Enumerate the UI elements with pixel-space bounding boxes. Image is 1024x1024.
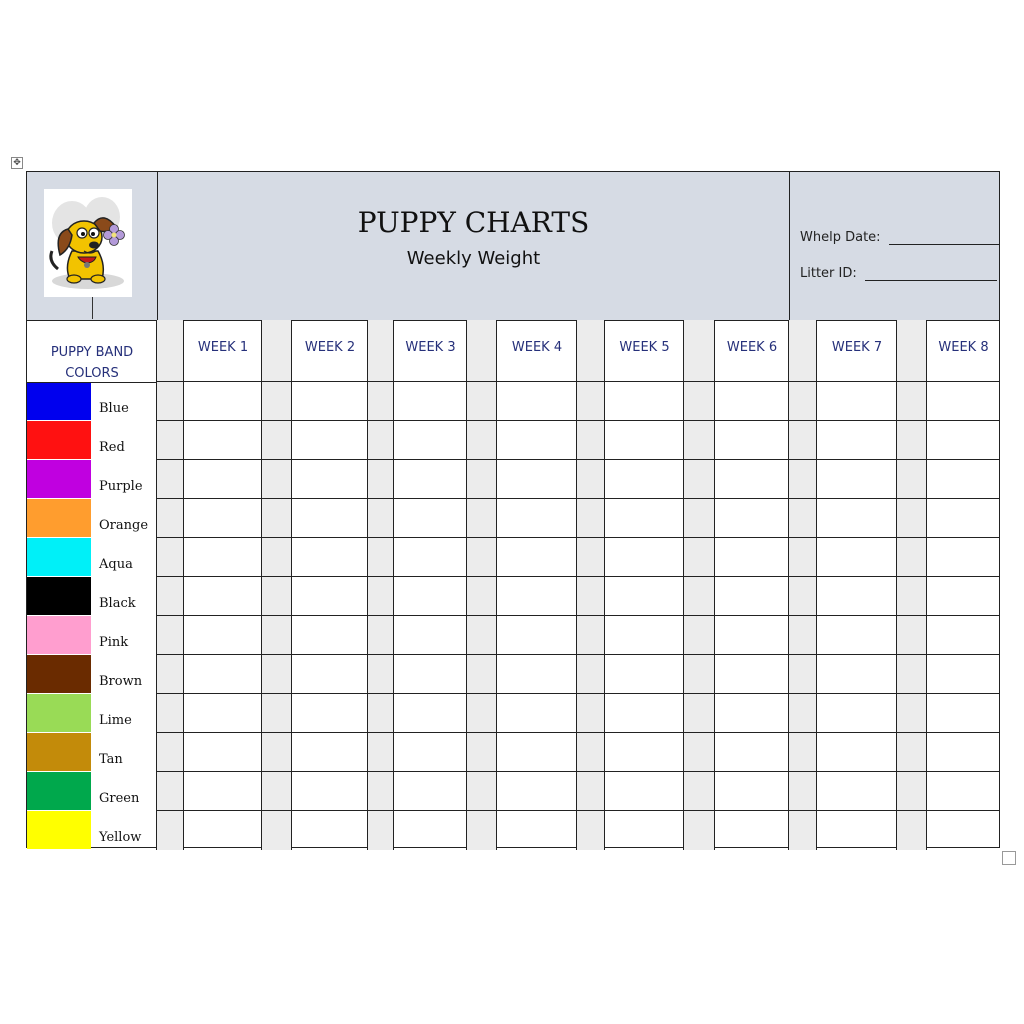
weight-entry-cell[interactable]: [715, 733, 789, 772]
weight-entry-cell[interactable]: [817, 616, 897, 655]
shaded-spacer-cell: [157, 811, 184, 850]
weight-entry-cell[interactable]: [605, 421, 684, 460]
weight-entry-cell[interactable]: [394, 421, 467, 460]
shaded-spacer-cell: [467, 733, 497, 772]
shaded-spacer-cell: [577, 460, 605, 499]
shaded-spacer-cell: [467, 382, 497, 421]
weight-entry-cell[interactable]: [817, 499, 897, 538]
weight-entry-cell[interactable]: [715, 460, 789, 499]
shaded-spacer-cell: [368, 538, 394, 577]
weight-entry-cell[interactable]: [817, 421, 897, 460]
shaded-spacer-cell: [577, 421, 605, 460]
shaded-spacer-cell: [789, 772, 817, 811]
weight-entry-cell[interactable]: [292, 655, 368, 694]
weight-entry-cell[interactable]: [927, 421, 1000, 460]
weight-entry-cell[interactable]: [184, 499, 262, 538]
shaded-spacer-cell: [157, 733, 184, 772]
shaded-spacer-cell: [897, 616, 927, 655]
shaded-spacer-cell: [368, 616, 394, 655]
weight-entry-cell[interactable]: [715, 655, 789, 694]
color-label-red: Red: [99, 440, 125, 455]
color-swatch-pink: [27, 616, 91, 654]
weight-entry-cell[interactable]: [292, 694, 368, 733]
weight-entry-cell[interactable]: [605, 499, 684, 538]
logo-cell: [27, 172, 158, 320]
weight-entry-cell[interactable]: [817, 694, 897, 733]
shaded-spacer-cell: [262, 733, 292, 772]
weight-entry-cell[interactable]: [394, 811, 467, 850]
shaded-spacer-cell: [897, 577, 927, 616]
shaded-spacer-cell: [157, 460, 184, 499]
color-label-aqua: Aqua: [99, 557, 133, 572]
shaded-spacer-cell: [897, 421, 927, 460]
color-label-green: Green: [99, 791, 140, 806]
shaded-spacer-cell: [789, 538, 817, 577]
weight-entry-cell[interactable]: [497, 811, 577, 850]
weight-entry-cell[interactable]: [184, 655, 262, 694]
shaded-spacer-cell: [157, 421, 184, 460]
whelp-date-label: Whelp Date:: [800, 230, 881, 245]
shaded-spacer-cell: [467, 499, 497, 538]
color-swatch-red: [27, 421, 91, 459]
shaded-spacer-cell: [577, 499, 605, 538]
weight-entry-cell[interactable]: [605, 811, 684, 850]
shaded-spacer-cell: [368, 577, 394, 616]
weight-entry-cell[interactable]: [497, 655, 577, 694]
shaded-spacer-cell: [684, 733, 715, 772]
shaded-spacer-cell: [157, 499, 184, 538]
weight-entry-cell[interactable]: [927, 577, 1000, 616]
weight-entry-cell[interactable]: [817, 538, 897, 577]
shaded-spacer-cell: [368, 733, 394, 772]
weight-entry-cell[interactable]: [497, 772, 577, 811]
shaded-spacer-cell: [577, 733, 605, 772]
shaded-spacer-cell: [897, 733, 927, 772]
shaded-spacer-cell: [897, 460, 927, 499]
week-label-7: WEEK 7: [831, 340, 883, 355]
color-label-blue: Blue: [99, 401, 129, 416]
weight-entry-cell[interactable]: [715, 694, 789, 733]
weight-entry-cell[interactable]: [184, 538, 262, 577]
shaded-spacer-cell: [157, 772, 184, 811]
weight-entry-cell[interactable]: [817, 382, 897, 421]
weight-entry-cell[interactable]: [927, 655, 1000, 694]
shaded-spacer-cell: [897, 499, 927, 538]
shaded-spacer-cell: [789, 382, 817, 421]
weight-entry-cell[interactable]: [184, 460, 262, 499]
color-label-yellow: Yellow: [99, 830, 142, 845]
shaded-header-cell: [577, 320, 605, 382]
weight-entry-cell[interactable]: [394, 499, 467, 538]
shaded-spacer-cell: [262, 772, 292, 811]
color-swatch-blue: [27, 382, 91, 420]
shaded-spacer-cell: [262, 382, 292, 421]
weight-entry-cell[interactable]: [394, 694, 467, 733]
weight-entry-cell[interactable]: [497, 499, 577, 538]
weight-entry-cell[interactable]: [292, 460, 368, 499]
weight-entry-cell[interactable]: [605, 382, 684, 421]
shaded-spacer-cell: [262, 811, 292, 850]
shaded-spacer-cell: [157, 382, 184, 421]
shaded-spacer-cell: [262, 616, 292, 655]
shaded-spacer-cell: [157, 616, 184, 655]
weight-entry-cell[interactable]: [817, 577, 897, 616]
weight-entry-cell[interactable]: [292, 382, 368, 421]
shaded-spacer-cell: [789, 811, 817, 850]
weight-entry-cell[interactable]: [394, 616, 467, 655]
shaded-header-cell: [684, 320, 715, 382]
weight-entry-cell[interactable]: [927, 382, 1000, 421]
weight-entry-cell[interactable]: [605, 538, 684, 577]
shaded-spacer-cell: [467, 772, 497, 811]
shaded-spacer-cell: [368, 655, 394, 694]
color-swatch-yellow: [27, 811, 91, 849]
color-label-brown: Brown: [99, 674, 143, 689]
weight-entry-cell[interactable]: [184, 811, 262, 850]
weight-entry-cell[interactable]: [497, 616, 577, 655]
weight-entry-cell[interactable]: [605, 694, 684, 733]
weight-entry-cell[interactable]: [184, 733, 262, 772]
shaded-header-cell: [897, 320, 927, 382]
shaded-spacer-cell: [684, 694, 715, 733]
shaded-spacer-cell: [684, 616, 715, 655]
color-label-orange: Orange: [99, 518, 149, 533]
weight-entry-cell[interactable]: [927, 499, 1000, 538]
color-swatch-orange: [27, 499, 91, 537]
weight-entry-cell[interactable]: [292, 499, 368, 538]
weight-entry-cell[interactable]: [715, 577, 789, 616]
week-label-5: WEEK 5: [619, 340, 670, 355]
weight-entry-cell[interactable]: [292, 733, 368, 772]
title-cell: [158, 172, 790, 320]
shaded-header-cell: [467, 320, 497, 382]
shaded-spacer-cell: [577, 577, 605, 616]
shaded-spacer-cell: [368, 421, 394, 460]
table-resize-handle-icon[interactable]: [1002, 851, 1016, 865]
weight-entry-cell[interactable]: [184, 382, 262, 421]
shaded-spacer-cell: [789, 733, 817, 772]
weight-entry-cell[interactable]: [292, 538, 368, 577]
band-row-divider: [27, 382, 157, 383]
shaded-spacer-cell: [684, 811, 715, 850]
color-label-black: Black: [99, 596, 136, 611]
weight-entry-cell[interactable]: [817, 655, 897, 694]
shaded-spacer-cell: [467, 694, 497, 733]
shaded-spacer-cell: [467, 421, 497, 460]
shaded-spacer-cell: [368, 382, 394, 421]
shaded-spacer-cell: [157, 694, 184, 733]
weight-entry-cell[interactable]: [927, 772, 1000, 811]
weight-entry-cell[interactable]: [927, 733, 1000, 772]
shaded-spacer-cell: [577, 538, 605, 577]
weight-entry-cell[interactable]: [927, 616, 1000, 655]
weight-entry-cell[interactable]: [292, 616, 368, 655]
color-swatch-lime: [27, 694, 91, 732]
shaded-spacer-cell: [789, 460, 817, 499]
color-swatch-aqua: [27, 538, 91, 576]
shaded-spacer-cell: [684, 538, 715, 577]
shaded-spacer-cell: [467, 538, 497, 577]
puppy-chart-table: [26, 171, 1000, 848]
shaded-spacer-cell: [262, 694, 292, 733]
shaded-spacer-cell: [467, 577, 497, 616]
weight-entry-cell[interactable]: [497, 694, 577, 733]
shaded-spacer-cell: [684, 382, 715, 421]
weight-entry-cell[interactable]: [817, 733, 897, 772]
shaded-spacer-cell: [467, 616, 497, 655]
shaded-spacer-cell: [577, 655, 605, 694]
weight-entry-cell[interactable]: [605, 616, 684, 655]
color-label-lime: Lime: [99, 713, 132, 728]
weight-entry-cell[interactable]: [715, 499, 789, 538]
shaded-spacer-cell: [897, 538, 927, 577]
shaded-spacer-cell: [684, 460, 715, 499]
band-header-line1: PUPPY BAND: [50, 345, 134, 360]
color-swatch-purple: [27, 460, 91, 498]
cartoon-puppy-icon: [44, 189, 132, 297]
whelp-date-field[interactable]: [800, 230, 999, 245]
weight-entry-cell[interactable]: [605, 772, 684, 811]
shaded-spacer-cell: [577, 616, 605, 655]
shaded-spacer-cell: [262, 538, 292, 577]
whelp-date-blank[interactable]: [889, 230, 999, 245]
shaded-spacer-cell: [262, 499, 292, 538]
shaded-spacer-cell: [467, 655, 497, 694]
color-label-pink: Pink: [99, 635, 129, 650]
shaded-spacer-cell: [157, 655, 184, 694]
shaded-spacer-cell: [897, 811, 927, 850]
weight-entry-cell[interactable]: [605, 460, 684, 499]
weight-entry-cell[interactable]: [292, 811, 368, 850]
weight-entry-cell[interactable]: [497, 538, 577, 577]
weight-entry-cell[interactable]: [394, 382, 467, 421]
shaded-spacer-cell: [262, 577, 292, 616]
shaded-header-cell: [789, 320, 817, 382]
weight-entry-cell[interactable]: [605, 733, 684, 772]
shaded-spacer-cell: [789, 655, 817, 694]
shaded-spacer-cell: [368, 772, 394, 811]
litter-id-label: Litter ID:: [800, 266, 857, 281]
weight-entry-cell[interactable]: [394, 538, 467, 577]
shaded-spacer-cell: [684, 655, 715, 694]
shaded-spacer-cell: [262, 421, 292, 460]
week-label-8: WEEK 8: [938, 340, 989, 355]
weight-entry-cell[interactable]: [184, 772, 262, 811]
litter-id-blank[interactable]: [865, 266, 997, 281]
shaded-spacer-cell: [897, 655, 927, 694]
shaded-header-cell: [368, 320, 394, 382]
shaded-spacer-cell: [368, 460, 394, 499]
color-swatch-brown: [27, 655, 91, 693]
chart-header: [27, 172, 999, 321]
week-label-2: WEEK 2: [304, 340, 356, 355]
color-label-purple: Purple: [99, 479, 143, 494]
weight-entry-cell[interactable]: [184, 616, 262, 655]
shaded-spacer-cell: [577, 382, 605, 421]
weight-entry-cell[interactable]: [715, 811, 789, 850]
week-label-1: WEEK 1: [197, 340, 249, 355]
weight-entry-cell[interactable]: [292, 772, 368, 811]
page-subtitle: Weekly Weight: [406, 248, 541, 269]
shaded-header-cell: [157, 320, 184, 382]
litter-id-field[interactable]: [800, 266, 997, 281]
shaded-spacer-cell: [577, 811, 605, 850]
shaded-header-cell: [262, 320, 292, 382]
shaded-spacer-cell: [368, 694, 394, 733]
shaded-spacer-cell: [262, 460, 292, 499]
weight-entry-cell[interactable]: [184, 577, 262, 616]
weight-entry-cell[interactable]: [394, 733, 467, 772]
weight-entry-cell[interactable]: [605, 577, 684, 616]
weight-entry-cell[interactable]: [817, 460, 897, 499]
weight-entry-cell[interactable]: [605, 655, 684, 694]
shaded-spacer-cell: [897, 694, 927, 733]
shaded-spacer-cell: [684, 499, 715, 538]
weight-entry-cell[interactable]: [927, 694, 1000, 733]
shaded-spacer-cell: [157, 538, 184, 577]
shaded-spacer-cell: [789, 694, 817, 733]
weight-entry-cell[interactable]: [184, 421, 262, 460]
weight-entry-cell[interactable]: [927, 538, 1000, 577]
shaded-spacer-cell: [157, 577, 184, 616]
weight-entry-cell[interactable]: [497, 460, 577, 499]
weight-entry-cell[interactable]: [927, 460, 1000, 499]
weight-entry-cell[interactable]: [184, 694, 262, 733]
shaded-spacer-cell: [897, 772, 927, 811]
shaded-spacer-cell: [897, 382, 927, 421]
color-label-tan: Tan: [99, 752, 123, 767]
shaded-spacer-cell: [577, 772, 605, 811]
logo-tick-line: [92, 297, 93, 319]
shaded-spacer-cell: [368, 499, 394, 538]
weight-entry-cell[interactable]: [817, 811, 897, 850]
weight-entry-cell[interactable]: [394, 577, 467, 616]
shaded-spacer-cell: [684, 421, 715, 460]
color-swatch-green: [27, 772, 91, 810]
litter-info-cell: [790, 172, 999, 320]
weight-entry-cell[interactable]: [497, 421, 577, 460]
weight-entry-cell[interactable]: [394, 772, 467, 811]
shaded-spacer-cell: [684, 772, 715, 811]
weight-entry-cell[interactable]: [715, 772, 789, 811]
shaded-spacer-cell: [467, 811, 497, 850]
shaded-spacer-cell: [789, 616, 817, 655]
shaded-spacer-cell: [577, 694, 605, 733]
page-title: PUPPY CHARTS: [357, 206, 590, 239]
weight-entry-cell[interactable]: [394, 460, 467, 499]
weight-entry-cell[interactable]: [497, 382, 577, 421]
weight-entry-cell[interactable]: [817, 772, 897, 811]
shaded-spacer-cell: [684, 577, 715, 616]
shaded-spacer-cell: [368, 811, 394, 850]
shaded-spacer-cell: [789, 499, 817, 538]
color-swatch-black: [27, 577, 91, 615]
weight-entry-cell[interactable]: [715, 616, 789, 655]
weight-entry-cell[interactable]: [292, 577, 368, 616]
weight-entry-cell[interactable]: [292, 421, 368, 460]
shaded-spacer-cell: [789, 577, 817, 616]
shaded-spacer-cell: [789, 421, 817, 460]
weight-entry-cell[interactable]: [394, 655, 467, 694]
weight-entry-cell[interactable]: [927, 811, 1000, 850]
color-swatch-tan: [27, 733, 91, 771]
weight-entry-cell[interactable]: [715, 421, 789, 460]
weight-entry-cell[interactable]: [497, 577, 577, 616]
table-move-handle-icon[interactable]: ✥: [11, 157, 23, 169]
shaded-spacer-cell: [467, 460, 497, 499]
shaded-spacer-cell: [262, 655, 292, 694]
weight-entry-cell[interactable]: [497, 733, 577, 772]
weight-entry-cell[interactable]: [715, 538, 789, 577]
week-label-3: WEEK 3: [405, 340, 456, 355]
week-label-6: WEEK 6: [726, 340, 778, 355]
week-label-4: WEEK 4: [511, 340, 563, 355]
weight-entry-cell[interactable]: [715, 382, 789, 421]
band-header-line2: COLORS: [65, 366, 119, 381]
